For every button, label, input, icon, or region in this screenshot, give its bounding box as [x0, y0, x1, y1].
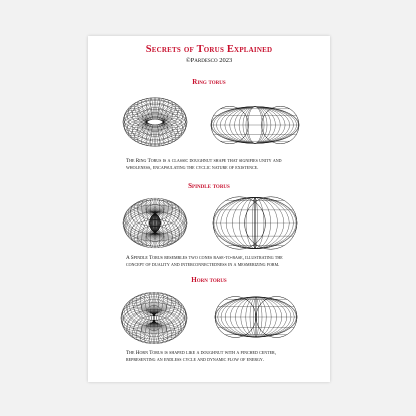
ring-torus-description: The Ring Torus is a classic doughnut shape that signifies unity and wholeness, encapsulating the cyclic nature of existence.	[126, 158, 282, 171]
ring-torus-perspective-illustration	[122, 90, 188, 154]
ring-torus-side-illustration	[210, 100, 300, 150]
horn-torus-description: The Horn Torus is shaped like a doughnut with a pinched center, representing an endless cycle and dynamic flow of energy.	[126, 350, 276, 363]
spindle-torus-heading: Spindle torus	[188, 182, 230, 190]
horn-torus-side-illustration	[214, 293, 298, 341]
horn-torus-perspective-illustration	[120, 288, 188, 348]
poster-page	[88, 36, 330, 382]
poster-title: Secrets of Torus Explained	[145, 44, 273, 55]
spindle-torus-description: A Spindle Torus resembles two cones base-to-base, illustrating the concept of duality and interconnectedness in a mesmerizing form.	[126, 255, 283, 268]
poster-copyright: ©Pardesco 2023	[185, 57, 233, 64]
horn-torus-heading: Horn torus	[191, 276, 227, 284]
ring-torus-heading: Ring torus	[192, 78, 226, 86]
spindle-torus-side-illustration	[212, 190, 298, 256]
spindle-torus-perspective-illustration	[122, 193, 188, 253]
